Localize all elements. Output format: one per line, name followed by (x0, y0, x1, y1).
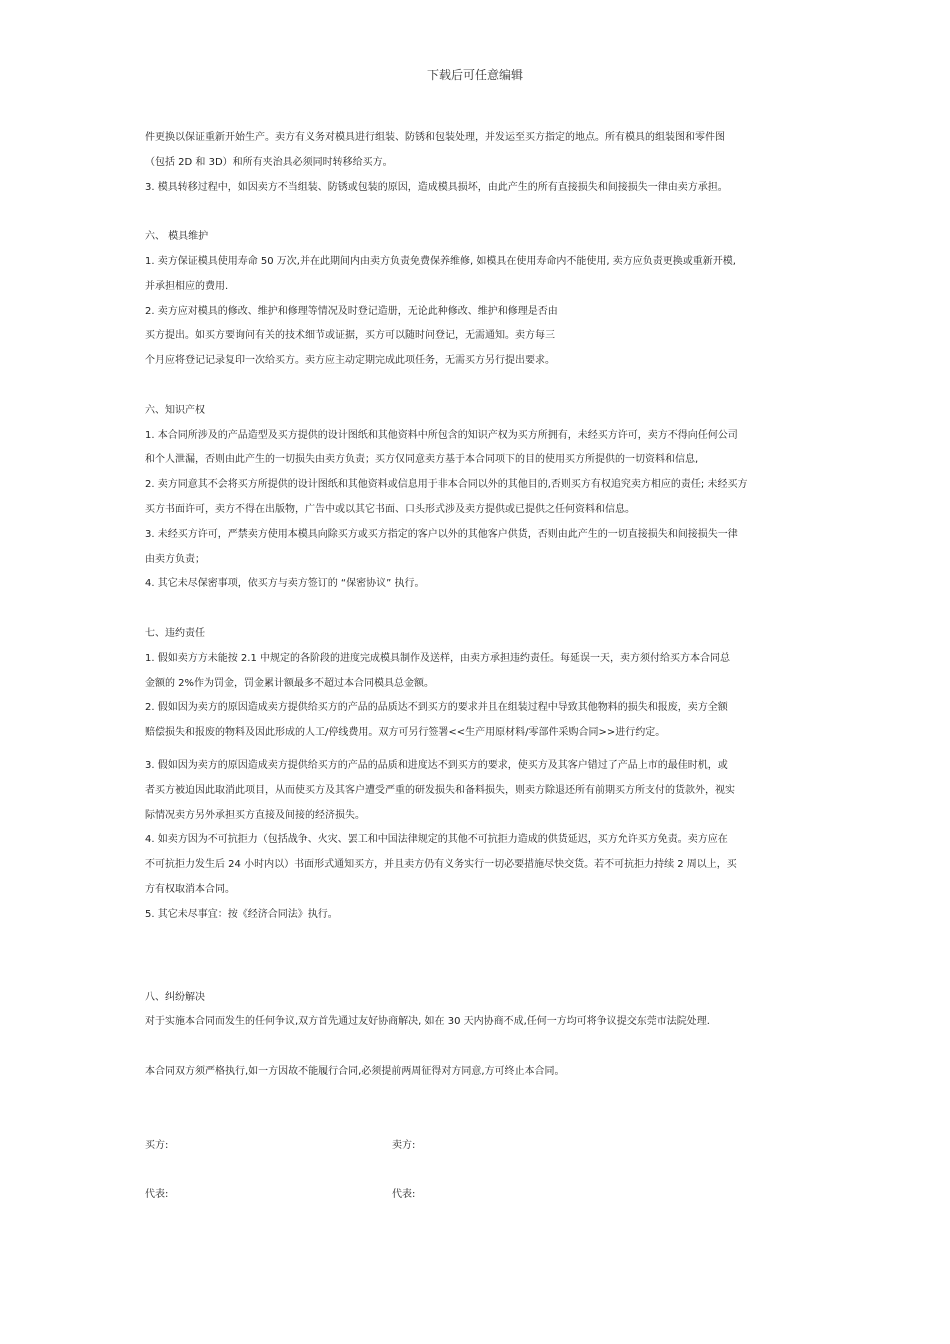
text-line: 2. 卖方同意其不会将买方所提供的设计图纸和其他资料或信息用于非本合同以外的其他目的,否则买方有权追究卖方相应的责任; 未经买方 (145, 479, 748, 491)
text-line: 者买方被迫因此取消此项目，从而使买方及其客户遭受严重的研发损失和备料损失，则卖方除退还所有前期买方所支付的货款外，视实 (145, 784, 735, 796)
buyer-label: 买方: (145, 1139, 169, 1151)
signature-row-party (145, 1134, 807, 1159)
text-line: 买方提出。如买方要询问有关的技术细节或证据，买方可以随时问登记，无需通知。卖方每三 (145, 330, 555, 342)
text-line: 买方书面许可，卖方不得在出版物，广告中或以其它书面、口头形式涉及卖方提供或已提供之任何资料和信息。 (145, 503, 635, 515)
text-line: 金额的 2%作为罚金，罚金累计额最多不超过本合同模具总金额。 (145, 677, 435, 689)
section-heading-disputes: 八、纠纷解决 (145, 991, 205, 1003)
text-line: 和个人泄漏，否则由此产生的一切损失由卖方负责；买方仅同意卖方基于本合同项下的目的使用买方所提供的一切资料和信息, (145, 454, 699, 466)
seller-rep-label: 代表: (392, 1189, 416, 1201)
text-line: 2. 假如因为卖方的原因造成卖方提供给买方的产品的品质达不到买方的要求并且在组装过程中导致其他物料的损失和报废，卖方全额 (145, 702, 728, 714)
text-line: 1. 本合同所涉及的产品造型及买方提供的设计图纸和其他资料中所包含的知识产权为买方所拥有，未经买方许可，卖方不得向任何公司 (145, 429, 738, 441)
text-line: 赔偿损失和报废的物料及因此形成的人工/停线费用。双方可另行签署<<生产用原材料/零部件采购合同>>进行约定。 (145, 727, 666, 739)
text-line: 际情况卖方另外承担买方直接及间接的经济损失。 (145, 809, 365, 821)
text-line: 1. 卖方保证模具使用寿命 50 万次,并在此期间内由卖方负责免费保养维修, 如模具在使用寿命内不能使用, 卖方应负责更换或重新开模, (145, 255, 736, 267)
text-line: 个月应将登记记录复印一次给买方。卖方应主动定期完成此项任务，无需买方另行提出要求。 (145, 355, 555, 367)
signature-row-representative (145, 1183, 807, 1208)
text-line: 由卖方负责； (145, 553, 205, 565)
text-line: 4. 其它未尽保密事项，依买方与卖方签订的 “保密协议” 执行。 (145, 578, 425, 590)
text-line: 本合同双方须严格执行,如一方因故不能履行合同,必须提前两周征得对方同意,方可终止本合同。 (145, 1065, 565, 1077)
text-line: 5. 其它未尽事宜：按《经济合同法》执行。 (145, 908, 338, 920)
text-line: 不可抗拒力发生后 24 小时内以）书面形式通知买方，并且卖方仍有义务实行一切必要措施尽快交货。若不可抗拒力持续 2 周以上，买 (145, 859, 737, 871)
text-line: 方有权取消本合同。 (145, 883, 235, 895)
text-line: 3. 模具转移过程中，如因卖方不当组装、防锈或包装的原因，造成模具损坏，由此产生的所有直接损失和间接损失一律由卖方承担。 (145, 181, 728, 193)
text-line: 3. 未经买方许可，严禁卖方使用本模具向除买方或买方指定的客户以外的其他客户供货，否则由此产生的一切直接损失和间接损失一律 (145, 528, 738, 540)
text-line: 1. 假如卖方方未能按 2.1 中规定的各阶段的进度完成模具制作及送样，由卖方承担违约责任。每延误一天，卖方须付给买方本合同总 (145, 652, 730, 664)
seller-label: 卖方: (392, 1139, 416, 1151)
text-line: 并承担相应的费用. (145, 280, 229, 292)
text-line: （包括 2D 和 3D）和所有夹治具必须同时转移给买方。 (145, 156, 393, 168)
buyer-rep-label: 代表: (145, 1189, 169, 1201)
page-header: 下载后可任意编辑 (426, 68, 523, 82)
text-line: 件更换以保证重新开始生产。卖方有义务对模具进行组装、防锈和包装处理，并发运至买方指定的地点。所有模具的组装图和零件图 (145, 132, 725, 143)
section-heading-maintenance: 六、 模具维护 (145, 231, 209, 243)
section-heading-liability: 七、违约责任 (145, 627, 205, 639)
text-line: 3. 假如因为卖方的原因造成卖方提供给买方的产品的品质和进度达不到买方的要求，使买方及其客户错过了产品上市的最佳时机，或 (145, 759, 728, 771)
document-body (145, 126, 807, 1208)
text-line: 4. 如卖方因为不可抗拒力（包括战争、火灾、罢工和中国法律规定的其他不可抗拒力造成的供货延迟，买方允许买方免责。卖方应在 (145, 834, 728, 846)
text-line: 对于实施本合同而发生的任何争议,双方首先通过友好协商解决, 如在 30 天内协商不成,任何一方均可将争议提交东莞市法院处理. (145, 1016, 710, 1028)
text-line: 2. 卖方应对模具的修改、维护和修理等情况及时登记造册，无论此种修改、维护和修理是否由 (145, 305, 558, 317)
section-heading-ip: 六、知识产权 (145, 404, 205, 416)
